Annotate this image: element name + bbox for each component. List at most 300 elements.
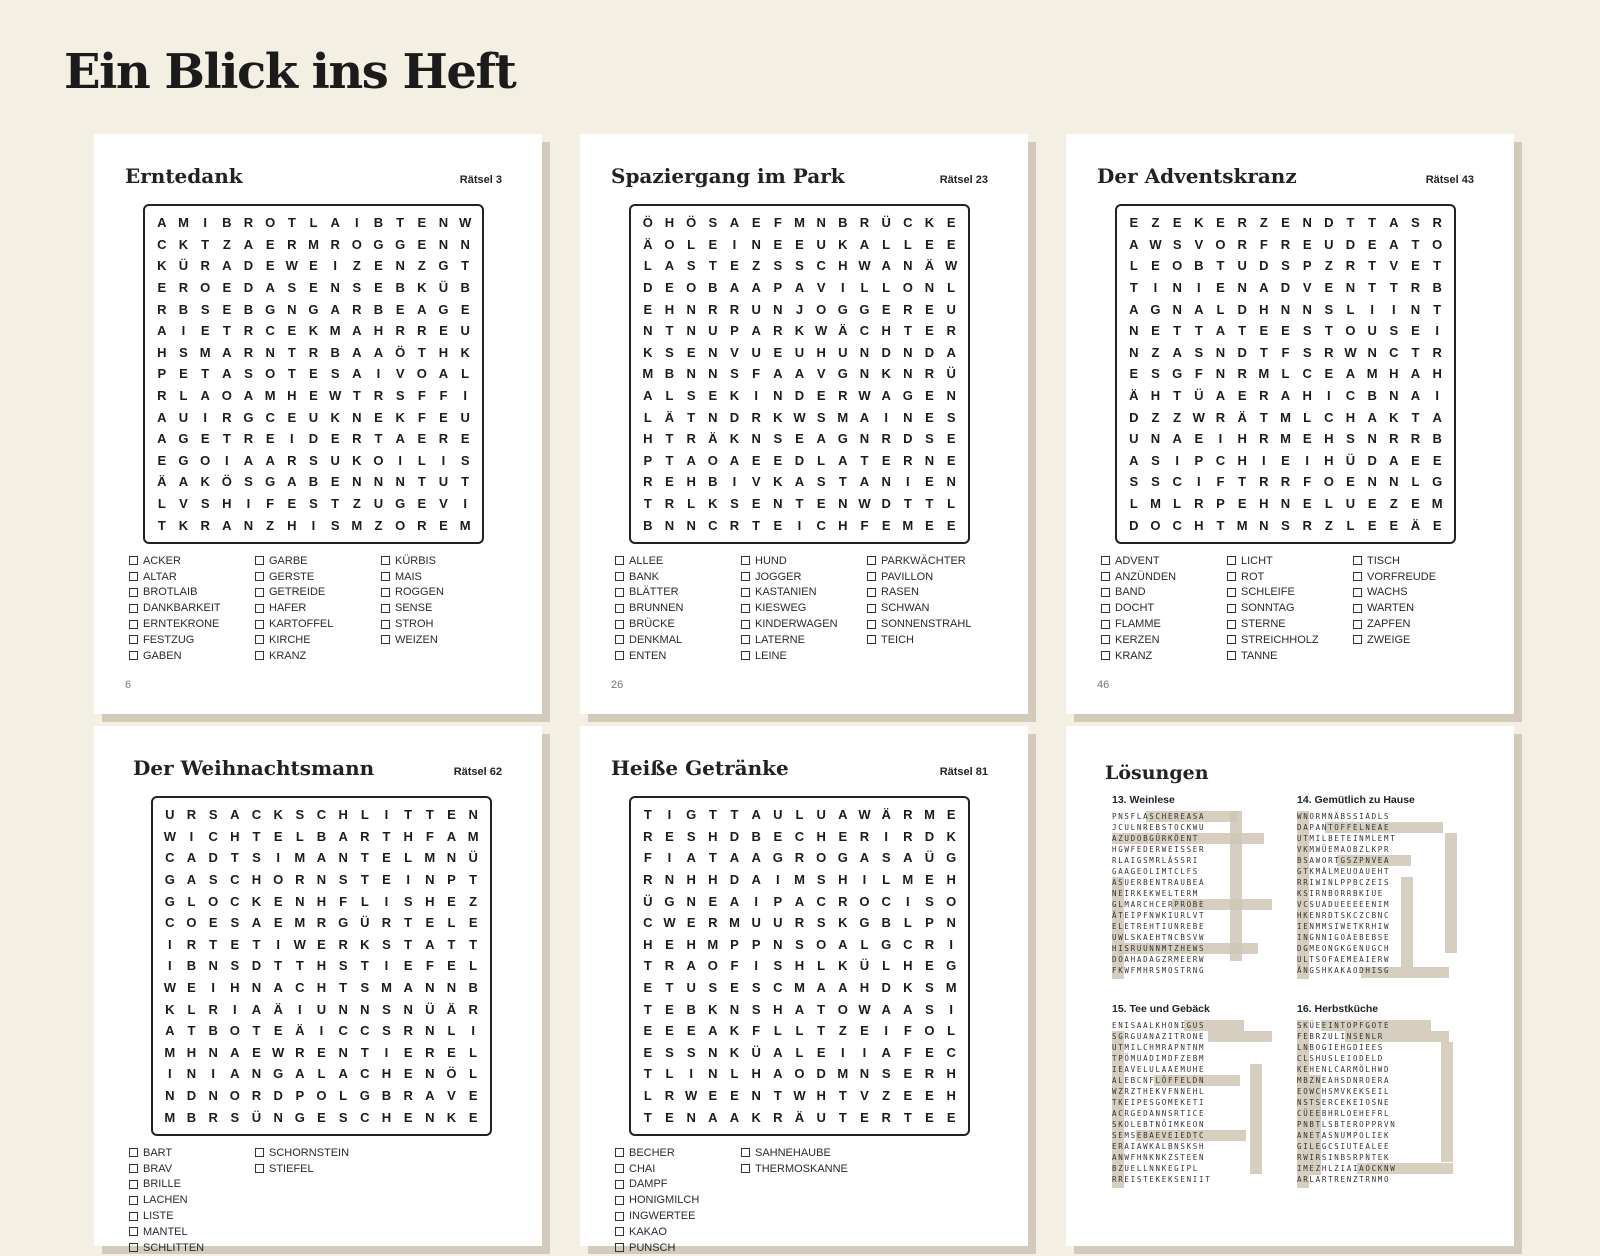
grid-letter: R <box>924 936 935 952</box>
grid-letter: B <box>330 344 340 360</box>
grid-letter: U <box>316 1001 327 1017</box>
grid-letter: M <box>467 828 479 844</box>
solution-row: RWIRSINBSRPNTEK <box>1297 1153 1391 1162</box>
grid-letter: H <box>230 980 240 996</box>
grid-letter: R <box>352 301 362 317</box>
grid-letter: E <box>265 258 275 274</box>
grid-letter: S <box>1281 258 1290 274</box>
word-label: SAHNEHAUBE <box>755 1146 831 1159</box>
checkbox-icon <box>129 1164 138 1173</box>
grid-letter: C <box>816 258 826 274</box>
grid-letter: L <box>773 1023 782 1039</box>
grid-letter: M <box>1258 366 1270 382</box>
grid-letter: G <box>946 850 957 866</box>
grid-letter: N <box>1215 344 1226 360</box>
grid-letter: K <box>178 517 189 533</box>
grid-letter: L <box>665 388 674 404</box>
grid-letter: U <box>373 496 384 512</box>
grid-letter: T <box>708 807 717 823</box>
solution-row: IEAVELULAAEMUHE <box>1112 1065 1206 1074</box>
checkbox-icon <box>129 1212 138 1221</box>
grid-letter: A <box>243 236 254 252</box>
grid-letter: I <box>168 936 172 952</box>
grid-letter: T <box>1433 258 1442 274</box>
grid-letter: E <box>309 280 318 296</box>
grid-letter: S <box>1346 431 1355 447</box>
grid-letter: R <box>1324 344 1334 360</box>
grid-letter: T <box>287 215 296 231</box>
solution-row: VCSUADUEEEEENIM <box>1297 900 1391 909</box>
grid-letter: N <box>686 1109 696 1125</box>
grid-letter: E <box>309 366 318 382</box>
grid-letter: D <box>208 850 218 866</box>
grid-letter: H <box>403 828 413 844</box>
grid-letter: A <box>1410 388 1421 404</box>
grid-letter: T <box>817 1023 826 1039</box>
checkbox-icon <box>867 635 876 644</box>
word-item <box>1227 569 1353 585</box>
grid-letter: E <box>643 1023 653 1039</box>
puzzle-number: Rätsel 62 <box>453 766 502 778</box>
grid-letter: U <box>773 915 783 931</box>
grid-letter: F <box>903 1023 912 1039</box>
grid-letter: T <box>461 258 470 274</box>
grid-letter: S <box>925 893 934 909</box>
grid-letter: E <box>1302 496 1312 512</box>
grid-letter: H <box>643 431 653 447</box>
grid-letter: F <box>425 828 434 844</box>
grid-letter: Ü <box>859 958 870 974</box>
grid-letter: G <box>273 1066 284 1082</box>
grid-letter: A <box>729 893 740 909</box>
grid-letter: E <box>665 474 674 490</box>
grid-letter: E <box>665 280 674 296</box>
grid-letter: I <box>406 872 410 888</box>
grid-letter: L <box>1346 517 1355 533</box>
grid-letter: S <box>686 388 696 404</box>
grid-letter: Ö <box>221 474 232 490</box>
grid-letter: S <box>751 980 761 996</box>
grid-letter: R <box>208 1109 218 1125</box>
solution-row: UTMILCHMRAPNTNM <box>1112 1043 1206 1052</box>
word-item <box>615 1240 741 1256</box>
grid-letter: C <box>360 1066 370 1082</box>
grid-letter: E <box>330 474 340 490</box>
grid-letter: G <box>902 388 913 404</box>
grid-letter: C <box>1324 409 1334 425</box>
grid-letter: E <box>643 301 653 317</box>
grid-letter: T <box>374 431 383 447</box>
grid-letter: H <box>1237 452 1247 468</box>
grid-letter: A <box>794 1001 805 1017</box>
solution-row: HGWFEDERWEISSER <box>1112 845 1206 854</box>
checkbox-icon <box>381 604 390 613</box>
grid-letter: R <box>186 807 197 823</box>
grid-letter: R <box>708 301 718 317</box>
grid-letter: B <box>1432 431 1442 447</box>
grid-letter: I <box>884 409 888 425</box>
grid-letter: E <box>395 301 405 317</box>
checkbox-icon <box>255 1164 264 1173</box>
word-item <box>1353 569 1479 585</box>
solution-row: JCULNREBSTOCKWU <box>1112 823 1206 832</box>
grid-letter: T <box>643 958 652 974</box>
grid-letter: T <box>925 496 934 512</box>
grid-letter: E <box>287 323 297 339</box>
word-item <box>129 600 255 616</box>
grid-letter: N <box>1367 344 1377 360</box>
grid-letter: B <box>186 958 197 974</box>
word-item <box>255 632 381 648</box>
grid-letter: P <box>1302 258 1312 274</box>
word-label: SONNTAG <box>1241 602 1295 615</box>
grid-letter: N <box>438 236 449 252</box>
grid-letter: Ö <box>642 215 653 231</box>
grid-letter: N <box>243 517 254 533</box>
grid-letter: L <box>1281 366 1290 382</box>
grid-letter: S <box>208 807 218 823</box>
grid-letter: E <box>925 517 934 533</box>
word-item <box>255 1161 381 1177</box>
page-number: 46 <box>1097 679 1110 691</box>
grid-letter: A <box>222 344 232 360</box>
grid-letter: A <box>1345 366 1356 382</box>
grid-letter: N <box>903 366 913 382</box>
grid-letter: A <box>686 850 696 866</box>
grid-letter: K <box>273 807 283 823</box>
grid-letter: R <box>373 388 384 404</box>
grid-letter: W <box>459 215 472 231</box>
grid-letter: E <box>265 431 275 447</box>
grid-letter: G <box>395 496 406 512</box>
grid-letter: Z <box>1151 409 1160 425</box>
puzzle-title: Erntedank <box>125 164 243 188</box>
grid-letter: L <box>1324 496 1333 512</box>
grid-letter: O <box>200 452 211 468</box>
grid-letter: O <box>816 850 827 866</box>
grid-letter: I <box>181 323 186 339</box>
grid-letter: A <box>794 366 805 382</box>
grid-letter: E <box>816 496 826 512</box>
grid-letter: E <box>795 431 804 447</box>
word-item <box>615 585 741 601</box>
grid-letter: F <box>1303 474 1312 490</box>
word-item <box>615 1224 741 1240</box>
grid-letter: Ü <box>1345 452 1356 468</box>
grid-letter: K <box>178 236 189 252</box>
grid-letter: E <box>252 1044 261 1060</box>
solution-row: EOWCHSMVKEKSEIL <box>1297 1087 1391 1096</box>
grid-letter: E <box>265 236 275 252</box>
word-label: JOGGER <box>755 570 802 583</box>
grid-letter: A <box>417 301 427 317</box>
grid-letter: N <box>924 280 935 296</box>
grid-letter: Ä <box>157 474 167 490</box>
grid-letter: W <box>1344 344 1357 360</box>
grid-letter: E <box>1324 366 1334 382</box>
grid-letter: H <box>1259 301 1269 317</box>
word-item <box>255 648 381 664</box>
word-item <box>615 553 741 569</box>
grid-letter: I <box>906 893 910 909</box>
grid-letter: S <box>1324 301 1334 317</box>
checkbox-icon <box>615 1227 624 1236</box>
grid-letter: S <box>244 366 253 382</box>
grid-letter: S <box>665 1044 674 1060</box>
grid-letter: P <box>295 1088 305 1104</box>
grid-letter: U <box>460 323 470 339</box>
checkbox-icon <box>129 604 138 613</box>
grid-letter: S <box>1194 344 1204 360</box>
word-item <box>867 569 993 585</box>
grid-letter: C <box>903 936 913 952</box>
grid-letter: T <box>209 936 218 952</box>
word-label: TEICH <box>881 633 914 646</box>
grid-letter: N <box>1280 496 1291 512</box>
grid-letter: N <box>946 915 956 931</box>
solution-row: SGRGUANAZITRONE <box>1112 1032 1206 1041</box>
grid-letter: S <box>925 431 934 447</box>
grid-letter: D <box>1129 517 1139 533</box>
word-item <box>1227 600 1353 616</box>
grid-letter: O <box>707 452 718 468</box>
grid-letter: E <box>1281 215 1290 231</box>
checkbox-icon <box>867 588 876 597</box>
grid-letter: I <box>168 1066 172 1082</box>
grid-letter: N <box>352 474 362 490</box>
puzzle-page <box>1066 134 1514 714</box>
solution-row: SEMSEBAEVEIEDTC <box>1112 1131 1206 1140</box>
grid-letter: D <box>729 828 740 844</box>
grid-letter: M <box>837 1066 849 1082</box>
grid-letter: Ä <box>643 236 653 252</box>
grid-letter: A <box>222 366 232 382</box>
word-item <box>1101 569 1227 585</box>
grid-letter: N <box>708 409 718 425</box>
grid-letter: A <box>230 807 240 823</box>
word-label: KASTANIEN <box>755 586 817 599</box>
grid-letter: R <box>903 807 913 823</box>
grid-letter: I <box>463 496 467 512</box>
grid-letter: P <box>925 915 934 931</box>
grid-letter: M <box>729 915 740 931</box>
grid-letter: O <box>859 893 870 909</box>
solutions-page <box>1066 726 1514 1246</box>
grid-letter: M <box>164 1044 176 1060</box>
grid-letter: Z <box>752 258 761 274</box>
page-heading: Ein Blick ins Heft <box>64 44 516 100</box>
grid-letter: Ä <box>881 807 891 823</box>
grid-letter: R <box>178 280 189 296</box>
grid-letter: A <box>352 344 362 360</box>
word-label: PARKWÄCHTER <box>881 554 966 567</box>
grid-letter: C <box>773 980 783 996</box>
grid-letter: N <box>643 323 653 339</box>
grid-letter: K <box>308 323 319 339</box>
grid-letter: S <box>460 452 470 468</box>
grid-letter: S <box>252 850 261 866</box>
grid-letter: K <box>773 474 783 490</box>
grid-letter: O <box>837 1001 848 1017</box>
grid-letter: O <box>265 366 276 382</box>
solution-row: BSAWORTGSZPNVEA <box>1297 856 1391 865</box>
grid-letter: T <box>1129 280 1138 296</box>
grid-letter: N <box>425 872 435 888</box>
word-label: MAIS <box>395 570 422 583</box>
grid-letter: L <box>860 936 869 952</box>
grid-letter: L <box>1129 258 1138 274</box>
grid-letter: M <box>1366 366 1378 382</box>
grid-letter: E <box>273 1023 283 1039</box>
grid-letter: G <box>338 915 349 931</box>
grid-letter: D <box>243 280 254 296</box>
grid-letter: D <box>1237 301 1247 317</box>
grid-letter: Z <box>838 1023 847 1039</box>
grid-letter: E <box>1411 258 1420 274</box>
solution-row: VKMWÜEMAOBZLKPR <box>1297 845 1391 854</box>
grid-letter: E <box>925 236 934 252</box>
grid-letter: K <box>157 258 167 274</box>
grid-letter: T <box>252 936 261 952</box>
grid-letter: H <box>664 301 675 317</box>
grid-letter: E <box>730 980 739 996</box>
grid-letter: K <box>200 474 210 490</box>
word-label: KERZEN <box>1115 633 1160 646</box>
grid-letter: R <box>1432 215 1442 231</box>
grid-letter: A <box>1432 409 1442 425</box>
grid-letter: R <box>643 828 653 844</box>
word-label: ALLEE <box>629 554 664 567</box>
word-label: LACHEN <box>143 1194 188 1207</box>
grid-letter: D <box>903 431 913 447</box>
grid-letter: G <box>1150 301 1161 317</box>
grid-letter: U <box>773 807 783 823</box>
grid-letter: E <box>1216 215 1225 231</box>
checkbox-icon <box>1101 556 1110 565</box>
grid-letter: S <box>795 258 804 274</box>
word-label: ZWEIGE <box>1367 633 1411 646</box>
grid-letter: A <box>729 452 740 468</box>
grid-letter: T <box>1368 215 1377 231</box>
grid-letter: E <box>1281 452 1290 468</box>
word-label: STREICHHOLZ <box>1241 633 1319 646</box>
grid-letter: U <box>460 409 470 425</box>
grid-letter: C <box>165 850 175 866</box>
puzzle-title: Der Weihnachtsmann <box>133 756 375 780</box>
grid-letter: N <box>338 1044 348 1060</box>
grid-letter: E <box>925 958 934 974</box>
grid-letter: L <box>882 280 891 296</box>
grid-letter: H <box>287 517 297 533</box>
grid-letter: I <box>384 807 389 823</box>
grid-letter: U <box>946 301 956 317</box>
grid-letter: R <box>643 474 653 490</box>
grid-letter: C <box>338 1023 348 1039</box>
word-item <box>129 1161 255 1177</box>
grid-letter: N <box>251 1066 262 1082</box>
grid-letter: L <box>469 1044 478 1060</box>
grid-letter: B <box>208 1023 218 1039</box>
grid-letter: A <box>729 280 740 296</box>
grid-letter: N <box>1367 431 1377 447</box>
grid-letter: E <box>643 980 653 996</box>
solution-grid <box>1112 1020 1272 1188</box>
grid-letter: O <box>707 958 718 974</box>
grid-letter: N <box>729 1001 740 1017</box>
grid-letter: K <box>708 496 718 512</box>
grid-letter: H <box>381 1109 392 1125</box>
word-label: ACKER <box>143 554 181 567</box>
grid-letter: V <box>179 496 188 512</box>
word-item <box>129 648 255 664</box>
grid-letter: I <box>884 828 888 844</box>
checkbox-icon <box>615 604 624 613</box>
grid-letter: E <box>925 323 934 339</box>
grid-letter: H <box>881 323 891 339</box>
grid-letter: E <box>686 1023 696 1039</box>
word-item <box>381 616 507 632</box>
grid-letter: T <box>1216 258 1225 274</box>
grid-letter: A <box>1280 388 1291 404</box>
grid-letter: G <box>438 301 449 317</box>
word-label: KINDERWAGEN <box>755 618 838 631</box>
grid-letter: E <box>460 301 470 317</box>
checkbox-icon <box>255 620 264 629</box>
grid-letter: R <box>903 828 913 844</box>
grid-letter: R <box>1410 280 1421 296</box>
grid-letter: K <box>729 388 740 404</box>
grid-letter: O <box>200 280 211 296</box>
grid-letter: I <box>1435 388 1439 404</box>
grid-letter: D <box>1129 409 1139 425</box>
grid-letter: R <box>903 452 913 468</box>
grid-letter: G <box>837 431 848 447</box>
grid-letter: E <box>925 1109 934 1125</box>
grid-letter: H <box>686 474 696 490</box>
grid-letter: V <box>1302 280 1312 296</box>
grid-letter: N <box>395 258 405 274</box>
grid-letter: A <box>751 280 761 296</box>
grid-letter: A <box>816 980 826 996</box>
grid-letter: E <box>425 915 435 931</box>
grid-letter: H <box>316 980 327 996</box>
grid-letter: N <box>352 409 362 425</box>
grid-letter: M <box>794 215 805 231</box>
checkbox-icon <box>741 588 750 597</box>
grid-letter: N <box>316 872 327 888</box>
grid-letter: S <box>230 1109 240 1125</box>
grid-letter: U <box>308 409 319 425</box>
grid-letter: E <box>1129 215 1139 231</box>
grid-letter: Ä <box>1237 409 1247 425</box>
grid-letter: N <box>1389 474 1399 490</box>
grid-letter: T <box>643 1066 652 1082</box>
checkbox-icon <box>615 620 624 629</box>
puzzle-page <box>580 726 1028 1254</box>
grid-letter: K <box>946 828 956 844</box>
grid-letter: O <box>265 215 276 231</box>
grid-letter: L <box>730 1066 739 1082</box>
grid-letter: F <box>752 1023 761 1039</box>
grid-letter: E <box>1151 258 1160 274</box>
grid-letter: K <box>417 280 427 296</box>
grid-letter: I <box>168 958 172 974</box>
grid-letter: N <box>1215 366 1226 382</box>
grid-letter: T <box>795 496 804 512</box>
grid-letter: A <box>446 828 457 844</box>
grid-letter: I <box>776 872 780 888</box>
puzzle-title: Spaziergang im Park <box>611 164 845 188</box>
